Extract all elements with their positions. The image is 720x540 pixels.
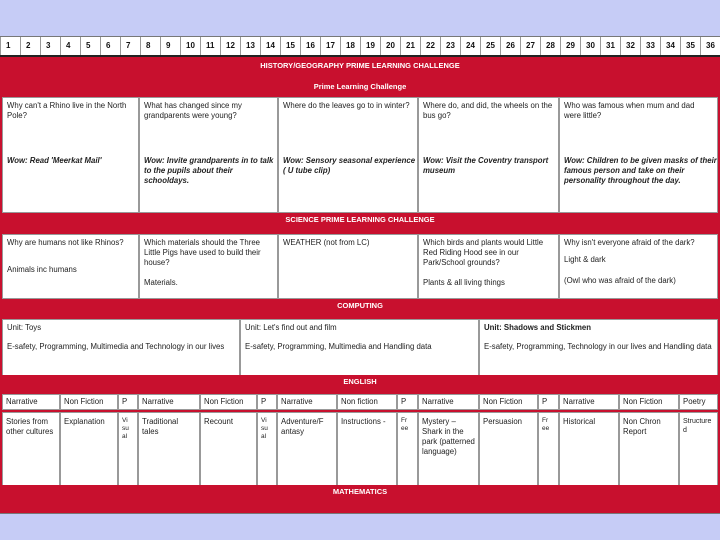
science-question: WEATHER (not from LC) xyxy=(283,238,370,247)
week-number-row xyxy=(0,37,720,57)
history-topic-4 xyxy=(418,97,559,213)
week-number: 27 xyxy=(520,37,540,55)
english-cell-head: Narrative xyxy=(277,394,337,410)
english-cell-body: Explanation xyxy=(60,412,118,490)
english-cell-head: Non Fiction xyxy=(619,394,679,410)
history-topic-3 xyxy=(278,97,418,213)
week-number: 24 xyxy=(460,37,480,55)
science-topic-3 xyxy=(278,234,418,299)
english-cell-head: P xyxy=(538,394,559,410)
week-number: 29 xyxy=(560,37,580,55)
history-wow: Wow: Invite grandparents in to talk to the pupils about their schooldays. xyxy=(144,156,274,185)
english-cell-head: Non fiction xyxy=(337,394,397,410)
week-number: 22 xyxy=(420,37,440,55)
english-cell-head: Narrative xyxy=(138,394,200,410)
science-topic-1 xyxy=(2,234,139,299)
week-number: 17 xyxy=(320,37,340,55)
science-question: Why isn't everyone afraid of the dark? xyxy=(564,238,695,247)
history-subtitle: Prime Learning Challenge xyxy=(0,80,720,93)
history-question: Where do the leaves go to in winter? xyxy=(283,101,410,110)
history-question: Where do, and did, the wheels on the bus go? xyxy=(423,101,553,120)
science-topic-5 xyxy=(559,234,718,299)
science-topic-2 xyxy=(139,234,278,299)
history-wow: Wow: Children to be given masks of their famous person and take on their personality throughout the day. xyxy=(564,156,717,185)
week-number: 7 xyxy=(120,37,140,55)
week-number: 30 xyxy=(580,37,600,55)
week-number: 21 xyxy=(400,37,420,55)
science-note: (Owl who was afraid of the dark) xyxy=(564,276,676,285)
week-number: 6 xyxy=(100,37,120,55)
week-number: 12 xyxy=(220,37,240,55)
week-number: 32 xyxy=(620,37,640,55)
english-cell-head: Non Fiction xyxy=(60,394,118,410)
computing-unit-name: Unit: Toys xyxy=(7,323,42,332)
english-cell-body: Non Chron Report xyxy=(619,412,679,490)
english-cell-body: Vi su al xyxy=(118,412,138,490)
science-title: SCIENCE PRIME LEARNING CHALLENGE xyxy=(0,213,720,226)
computing-title: COMPUTING xyxy=(0,299,720,312)
curriculum-sheet xyxy=(0,36,720,514)
week-number: 13 xyxy=(240,37,260,55)
computing-unit-detail: E-safety, Programming, Technology in our lives and Handling data xyxy=(484,342,712,351)
week-number: 25 xyxy=(480,37,500,55)
english-cell-body: Traditional tales xyxy=(138,412,200,490)
history-topic-5 xyxy=(559,97,718,213)
week-number: 3 xyxy=(40,37,60,55)
history-wow: Wow: Sensory seasonal experience ( U tube clip) xyxy=(283,156,416,175)
week-number: 5 xyxy=(80,37,100,55)
english-cell-head: Narrative xyxy=(559,394,619,410)
week-number: 20 xyxy=(380,37,400,55)
week-number: 23 xyxy=(440,37,460,55)
computing-unit-detail: E-safety, Programming, Multimedia and Handling data xyxy=(245,342,432,351)
week-number: 35 xyxy=(680,37,700,55)
english-cell-body: Adventure/F antasy xyxy=(277,412,337,490)
english-cell-head: P xyxy=(397,394,418,410)
computing-unit-name: Unit: Let's find out and film xyxy=(245,323,337,332)
science-question: Which birds and plants would Little Red Riding Hood see in our Park/School grounds? xyxy=(423,238,544,267)
week-number: 28 xyxy=(540,37,560,55)
english-cell-body: Stories from other cultures xyxy=(2,412,60,490)
week-number: 26 xyxy=(500,37,520,55)
science-question: Why are humans not like Rhinos? xyxy=(7,238,124,247)
history-question: Why can't a Rhino live in the North Pole? xyxy=(7,101,127,120)
science-extra: Light & dark xyxy=(564,255,606,264)
history-question: What has changed since my grandparents were young? xyxy=(144,101,242,120)
week-number: 4 xyxy=(60,37,80,55)
english-cell-body: Fr ee xyxy=(397,412,418,490)
science-note: Plants & all living things xyxy=(423,278,505,287)
english-cell-body: Fr ee xyxy=(538,412,559,490)
english-cell-body: Persuasion xyxy=(479,412,538,490)
computing-unit-3 xyxy=(479,319,718,376)
english-cell-body: Structure d xyxy=(679,412,718,490)
computing-unit-1 xyxy=(2,319,240,376)
week-number: 15 xyxy=(280,37,300,55)
week-number: 8 xyxy=(140,37,160,55)
english-cell-head: Poetry xyxy=(679,394,718,410)
english-cell-body: Historical xyxy=(559,412,619,490)
english-cell-head: P xyxy=(257,394,277,410)
week-number: 19 xyxy=(360,37,380,55)
history-title: HISTORY/GEOGRAPHY PRIME LEARNING CHALLENGE xyxy=(0,59,720,72)
english-cell-body: Vi su al xyxy=(257,412,277,490)
science-question: Which materials should the Three Little Pigs have used to build their house? xyxy=(144,238,261,267)
english-cell-head: Narrative xyxy=(418,394,479,410)
week-number: 10 xyxy=(180,37,200,55)
english-cell-head: P xyxy=(118,394,138,410)
english-cell-body: Instructions - xyxy=(337,412,397,490)
computing-unit-detail: E-safety, Programming, Multimedia and Technology in our lives xyxy=(7,342,225,351)
week-number: 16 xyxy=(300,37,320,55)
week-number: 2 xyxy=(20,37,40,55)
history-question: Who was famous when mum and dad were little? xyxy=(564,101,695,120)
history-topic-1 xyxy=(2,97,139,213)
week-number: 34 xyxy=(660,37,680,55)
history-wow: Wow: Read 'Meerkat Mail' xyxy=(7,156,102,165)
science-note: Animals inc humans xyxy=(7,265,77,274)
week-number: 1 xyxy=(0,37,20,55)
week-number: 11 xyxy=(200,37,220,55)
english-cell-head: Non Fiction xyxy=(200,394,257,410)
english-cell-body: Recount xyxy=(200,412,257,490)
science-topic-4 xyxy=(418,234,559,299)
english-cell-body: Mystery – Shark in the park (patterned language) xyxy=(418,412,479,490)
week-number: 9 xyxy=(160,37,180,55)
computing-unit-name: Unit: Shadows and Stickmen xyxy=(484,323,592,332)
week-number: 14 xyxy=(260,37,280,55)
week-number: 33 xyxy=(640,37,660,55)
week-number: 18 xyxy=(340,37,360,55)
science-note: Materials. xyxy=(144,278,178,287)
english-cell-head: Non Fiction xyxy=(479,394,538,410)
mathematics-title: MATHEMATICS xyxy=(0,485,720,498)
history-wow: Wow: Visit the Coventry transport museum xyxy=(423,156,549,175)
history-topic-2 xyxy=(139,97,278,213)
english-title: ENGLISH xyxy=(0,375,720,388)
week-number: 31 xyxy=(600,37,620,55)
english-cell-head: Narrative xyxy=(2,394,60,410)
week-number: 36 xyxy=(700,37,720,55)
computing-unit-2 xyxy=(240,319,479,376)
